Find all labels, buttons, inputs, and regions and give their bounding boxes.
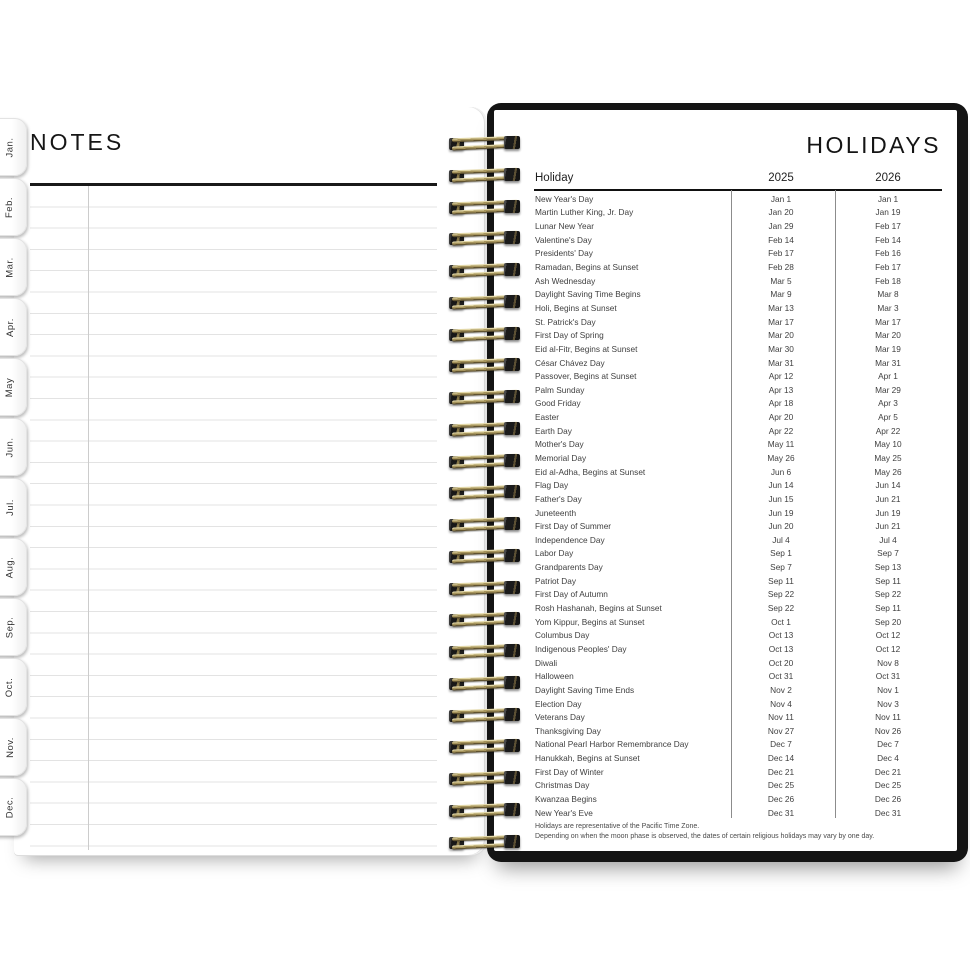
table-row: [535, 369, 941, 383]
month-tab-label: Apr.: [4, 317, 16, 337]
table-row: [535, 642, 941, 656]
holiday-table-header: [535, 172, 941, 184]
table-row: [535, 301, 941, 315]
holiday-name: Columbus Day: [535, 630, 590, 641]
table-row: [535, 615, 941, 629]
date-2026: Oct 31: [875, 671, 901, 682]
holiday-name: Yom Kippur, Begins at Sunset: [535, 616, 645, 627]
coil-loop: [449, 736, 521, 758]
month-tab-label: Oct.: [4, 677, 16, 697]
date-2026: Jan 1: [877, 193, 899, 204]
month-tab-label: Feb.: [4, 196, 16, 218]
coil-loop: [449, 165, 521, 187]
table-row: [535, 383, 941, 397]
date-2025: Dec 14: [767, 753, 795, 764]
date-2026: Jun 21: [875, 521, 901, 532]
month-tab-apr: [0, 298, 27, 356]
date-2025: Mar 30: [768, 343, 794, 354]
date-2026: Sep 11: [875, 575, 901, 586]
date-2026: Apr 1: [878, 371, 898, 382]
date-2026: Nov 8: [877, 657, 899, 668]
header-holiday: Holiday: [535, 172, 574, 184]
holiday-name: Eid al-Fitr, Begins at Sunset: [535, 343, 638, 354]
holiday-name: New Year's Eve: [535, 807, 593, 818]
coil-loop: [449, 800, 521, 822]
date-2026: Sep 20: [874, 616, 902, 627]
date-2026: Nov 26: [874, 725, 902, 736]
coil-loop: [449, 546, 521, 568]
month-tab-label: Jul.: [4, 498, 16, 516]
month-tab-label: Dec.: [4, 796, 16, 818]
month-tab-jan: [0, 118, 27, 176]
coil-clip-right: [504, 422, 520, 435]
date-2025: May 26: [767, 452, 795, 463]
holiday-name: Grandparents Day: [535, 562, 603, 573]
coil-loop: [449, 260, 521, 282]
table-row: [535, 779, 941, 793]
coil-clip-right: [504, 390, 520, 403]
date-2026: May 10: [874, 439, 902, 450]
coil-loop: [449, 355, 521, 377]
table-row: [535, 697, 941, 711]
holiday-name: Rosh Hashanah, Begins at Sunset: [535, 603, 662, 614]
notes-page-title: NOTES: [30, 129, 125, 155]
table-row: [535, 601, 941, 615]
month-tab-aug: [0, 538, 27, 596]
date-2026: Mar 29: [875, 384, 901, 395]
holiday-name: Independence Day: [535, 534, 605, 545]
date-2026: Dec 31: [874, 807, 902, 818]
date-2025: Mar 9: [770, 289, 792, 300]
month-tab-mar: [0, 238, 27, 296]
holiday-name: Good Friday: [535, 398, 581, 409]
date-2026: Feb 18: [875, 275, 901, 286]
coil-loop: [449, 673, 521, 695]
date-2026: Apr 5: [878, 412, 898, 423]
holiday-name: Holi, Begins at Sunset: [535, 302, 617, 313]
date-2026: Dec 26: [874, 794, 902, 804]
date-2025: Jan 1: [770, 193, 792, 204]
table-row: [535, 724, 941, 738]
date-2025: Nov 2: [770, 684, 792, 695]
coil-clip-right: [504, 327, 520, 340]
date-2026: Dec 25: [874, 780, 902, 791]
coil-loop: [449, 609, 521, 631]
date-2025: Nov 4: [770, 698, 792, 709]
date-2026: Jun 21: [875, 493, 901, 504]
table-row: [535, 424, 941, 438]
date-2025: Dec 21: [767, 766, 795, 777]
date-2026: Oct 12: [875, 630, 901, 641]
coil-clip-right: [504, 136, 520, 149]
date-2026: Jul 4: [879, 534, 897, 545]
month-tab-jul: [0, 478, 27, 536]
table-row: [535, 342, 941, 356]
coil-loop: [449, 832, 521, 854]
coil-clip-right: [504, 549, 520, 562]
month-tab-jun: [0, 418, 27, 476]
holiday-name: St. Patrick's Day: [535, 316, 596, 327]
coil-loop: [449, 419, 521, 441]
date-2026: Apr 3: [878, 398, 898, 409]
holiday-name: Flag Day: [535, 480, 569, 491]
holiday-name: Kwanzaa Begins: [535, 794, 597, 804]
coil-clip-right: [504, 803, 520, 816]
coil-clip-right: [504, 358, 520, 371]
footnotes: [535, 822, 874, 842]
table-row: [535, 206, 941, 220]
date-2025: Jun 14: [768, 480, 794, 491]
date-2025: Sep 22: [767, 589, 795, 600]
coil-clip-right: [504, 517, 520, 530]
holiday-name: César Chávez Day: [535, 357, 605, 368]
coil-loop: [449, 514, 521, 536]
table-row: [535, 533, 941, 547]
coil-loop: [449, 228, 521, 250]
month-tab-label: Sep.: [4, 616, 16, 638]
date-2026: Apr 22: [875, 425, 901, 436]
header-2025: 2025: [768, 172, 794, 184]
month-tab-oct: [0, 658, 27, 716]
table-row: [535, 192, 941, 206]
holiday-name: First Day of Summer: [535, 521, 612, 532]
holiday-name: First Day of Spring: [535, 330, 604, 341]
holidays-page-title: HOLIDAYS: [806, 132, 941, 158]
date-2025: Sep 7: [770, 562, 792, 573]
holiday-name: National Pearl Harbor Remembrance Day: [535, 739, 689, 750]
date-2025: Oct 13: [768, 630, 794, 641]
month-tab-nov: [0, 718, 27, 776]
date-2025: Mar 17: [768, 316, 794, 327]
month-tab-may: [0, 358, 27, 416]
holiday-name: Eid al-Adha, Begins at Sunset: [535, 466, 646, 477]
date-2025: Oct 1: [771, 616, 791, 627]
coil-clip-right: [504, 612, 520, 625]
table-row: [535, 356, 941, 370]
date-2025: Apr 13: [768, 384, 794, 395]
holiday-name: Thanksgiving Day: [535, 725, 601, 736]
date-2025: Sep 22: [767, 603, 795, 614]
holiday-table-body: [535, 192, 941, 819]
table-row: [535, 492, 941, 506]
holiday-name: First Day of Winter: [535, 766, 604, 777]
holiday-name: New Year's Day: [535, 193, 594, 204]
date-2025: Nov 11: [768, 712, 794, 723]
table-row: [535, 478, 941, 492]
holiday-name: Indigenous Peoples' Day: [535, 643, 627, 654]
date-2025: Oct 31: [768, 671, 794, 682]
holiday-name: Ramadan, Begins at Sunset: [535, 262, 639, 273]
holiday-name: Veterans Day: [535, 712, 585, 723]
coil-clip-right: [504, 835, 520, 848]
date-2025: Feb 14: [768, 234, 794, 245]
month-tab-feb: [0, 178, 27, 236]
coil-loop: [449, 197, 521, 219]
coil-loop: [449, 451, 521, 473]
holiday-name: Mother's Day: [535, 439, 584, 450]
date-2025: Oct 20: [768, 657, 794, 668]
date-2026: Nov 11: [875, 712, 901, 723]
date-2025: Jun 20: [768, 521, 794, 532]
table-row: [535, 656, 941, 670]
coil-loop: [449, 324, 521, 346]
holiday-name: Ash Wednesday: [535, 275, 596, 286]
date-2026: Oct 12: [875, 643, 901, 654]
holiday-name: Daylight Saving Time Begins: [535, 289, 641, 300]
holiday-name: Christmas Day: [535, 780, 590, 791]
table-row: [535, 588, 941, 602]
holiday-name: First Day of Autumn: [535, 589, 608, 600]
month-tab-label: May: [4, 377, 16, 397]
date-2026: Feb 14: [875, 234, 901, 245]
date-2025: Feb 28: [768, 262, 794, 273]
holiday-name: Election Day: [535, 698, 582, 709]
date-2026: Sep 22: [874, 589, 902, 600]
date-2025: Feb 17: [768, 248, 794, 259]
footnote-moonphase: Depending on when the moon phase is observed, the dates of certain religious holidays may vary by one day.: [535, 833, 875, 840]
table-row: [535, 219, 941, 233]
date-2026: Sep 7: [877, 548, 899, 559]
date-2026: Dec 21: [874, 766, 902, 777]
date-2026: Feb 17: [875, 221, 901, 232]
date-2026: Mar 3: [877, 302, 899, 313]
month-tab-label: Jun.: [4, 437, 16, 457]
date-2025: Dec 25: [767, 780, 795, 791]
table-row: [535, 751, 941, 765]
month-tab-label: Aug.: [4, 556, 16, 578]
date-2026: Jun 14: [875, 480, 901, 491]
table-row: [535, 410, 941, 424]
holiday-name: Valentine's Day: [535, 234, 592, 245]
date-2026: Feb 17: [875, 262, 901, 273]
footnote-timezone: Holidays are representative of the Pacific Time Zone.: [535, 823, 700, 830]
date-2025: Dec 26: [767, 794, 795, 804]
month-tab-label: Jan.: [4, 137, 16, 157]
holiday-name: Daylight Saving Time Ends: [535, 684, 635, 695]
holiday-name: Memorial Day: [535, 452, 587, 463]
coil-clip-right: [504, 485, 520, 498]
holiday-name: Easter: [535, 412, 559, 423]
date-2025: Dec 7: [770, 739, 792, 750]
coil-clip-right: [504, 231, 520, 244]
table-row: [535, 451, 941, 465]
date-2026: Mar 20: [875, 330, 901, 341]
table-row: [535, 260, 941, 274]
table-row: [535, 547, 941, 561]
date-2026: Sep 13: [874, 562, 902, 573]
date-2025: Oct 13: [768, 643, 794, 654]
coil-clip-right: [504, 708, 520, 721]
coil-loop: [449, 387, 521, 409]
holiday-name: Juneteenth: [535, 507, 577, 518]
coil-clip-right: [504, 581, 520, 594]
table-row: [535, 328, 941, 342]
month-tab-dec: [0, 778, 27, 836]
table-row: [535, 315, 941, 329]
date-2025: Apr 22: [768, 425, 794, 436]
table-row: [535, 465, 941, 479]
coil-loop: [449, 705, 521, 727]
date-2026: Mar 17: [875, 316, 901, 327]
table-row: [535, 506, 941, 520]
table-row: [535, 710, 941, 724]
date-2025: Apr 18: [768, 398, 794, 409]
coil-clip-right: [504, 454, 520, 467]
date-2025: Apr 20: [768, 412, 794, 423]
notes-ruled-lines: [30, 186, 437, 850]
holiday-name: Father's Day: [535, 493, 582, 504]
table-row: [535, 792, 941, 806]
table-row: [535, 397, 941, 411]
date-2026: Mar 31: [875, 357, 901, 368]
holiday-name: Lunar New Year: [535, 221, 595, 232]
coil-clip-right: [504, 771, 520, 784]
date-2026: Nov 3: [877, 698, 899, 709]
table-row: [535, 738, 941, 752]
left-notes-page: [14, 107, 487, 855]
table-row: [535, 519, 941, 533]
date-2026: Dec 7: [877, 739, 899, 750]
date-2026: Nov 1: [877, 684, 899, 695]
coil-loop: [449, 768, 521, 790]
table-row: [535, 574, 941, 588]
table-row: [535, 806, 941, 820]
coil-clip-right: [504, 295, 520, 308]
date-2025: May 11: [767, 439, 795, 450]
date-2025: Jul 4: [772, 534, 790, 545]
holiday-name: Labor Day: [535, 548, 574, 559]
holiday-name: Palm Sunday: [535, 384, 585, 395]
holiday-name: Hanukkah, Begins at Sunset: [535, 753, 640, 764]
coil-clip-right: [504, 200, 520, 213]
date-2026: May 25: [874, 452, 902, 463]
date-2026: Mar 19: [875, 343, 901, 354]
table-row: [535, 683, 941, 697]
date-2025: Jun 15: [768, 493, 794, 504]
coil-loop: [449, 482, 521, 504]
holiday-name: Diwali: [535, 657, 558, 668]
coil-loop: [449, 641, 521, 663]
month-tab-label: Mar.: [4, 256, 16, 278]
date-2026: Feb 16: [875, 248, 901, 259]
date-2026: May 26: [874, 466, 902, 477]
coil-clip-right: [504, 739, 520, 752]
date-2025: Sep 1: [770, 548, 792, 559]
date-2026: Mar 8: [877, 289, 899, 300]
table-row: [535, 274, 941, 288]
table-row: [535, 765, 941, 779]
date-2025: Sep 11: [768, 575, 794, 586]
notes-margin-line: [88, 186, 89, 850]
holiday-name: Passover, Begins at Sunset: [535, 371, 637, 382]
date-2026: Jan 19: [875, 207, 901, 218]
coil-loop: [449, 578, 521, 600]
coil-loop: [449, 292, 521, 314]
date-2025: Nov 27: [767, 725, 795, 736]
table-row: [535, 287, 941, 301]
date-2025: Jun 19: [768, 507, 794, 518]
month-tab-sep: [0, 598, 27, 656]
date-2025: Mar 5: [770, 275, 792, 286]
date-2025: Jun 6: [770, 466, 792, 477]
coil-clip-right: [504, 168, 520, 181]
date-2025: Mar 13: [768, 302, 794, 313]
right-holidays-page: [494, 110, 957, 851]
date-2026: Jun 19: [875, 507, 901, 518]
holiday-name: Halloween: [535, 671, 574, 682]
date-2025: Jan 29: [768, 221, 794, 232]
holiday-name: Earth Day: [535, 425, 572, 436]
table-row: [535, 560, 941, 574]
date-2026: Sep 11: [875, 603, 901, 614]
table-row: [535, 669, 941, 683]
coil-clip-right: [504, 263, 520, 276]
date-2026: Dec 4: [877, 753, 899, 764]
table-header-rule: [534, 189, 942, 191]
holiday-name: Martin Luther King, Jr. Day: [535, 207, 634, 218]
date-2025: Mar 31: [768, 357, 794, 368]
table-row: [535, 247, 941, 261]
coil-clip-right: [504, 644, 520, 657]
date-2025: Dec 31: [767, 807, 795, 818]
date-2025: Jan 20: [768, 207, 794, 218]
coil-clip-right: [504, 676, 520, 689]
table-row: [535, 233, 941, 247]
table-row: [535, 629, 941, 643]
holiday-name: Patriot Day: [535, 575, 577, 586]
coil-loop: [449, 133, 521, 155]
header-2026: 2026: [875, 172, 901, 184]
table-row: [535, 438, 941, 452]
date-2025: Apr 12: [768, 371, 794, 382]
date-2025: Mar 20: [768, 330, 794, 341]
holiday-name: Presidents' Day: [535, 248, 593, 259]
month-tab-label: Nov.: [4, 736, 16, 758]
